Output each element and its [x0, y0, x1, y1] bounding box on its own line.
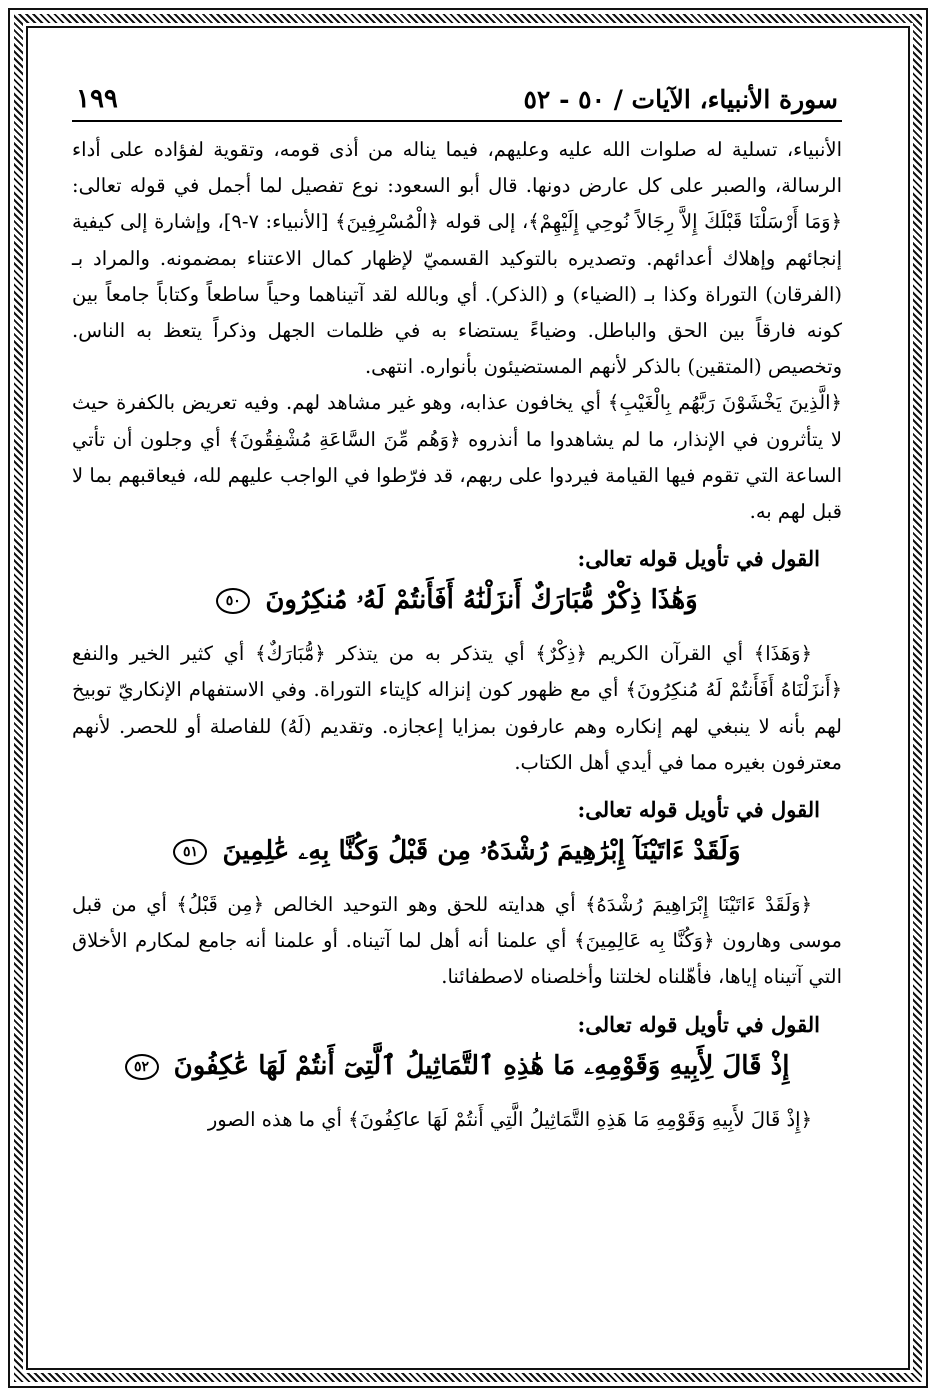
page-number: ١٩٩ — [76, 84, 118, 114]
quran-verse — [72, 831, 842, 871]
verse-text: وَهَٰذَا ذِكْرٌ مُّبَارَكٌ أَنزَلْنَٰهُ أَفَأَنتُمْ لَهُۥ مُنكِرُونَ — [265, 585, 698, 616]
verse-number-badge: ٥٠ — [216, 588, 250, 614]
verse-text: وَلَقَدْ ءَاتَيْنَآ إِبْرَٰهِيمَ رُشْدَهُۥ مِن قَبْلُ وَكُنَّا بِهِۦ عَٰلِمِينَ — [222, 836, 741, 867]
page — [72, 78, 842, 1358]
section-heading: القول في تأويل قوله تعالى: — [577, 1011, 820, 1037]
quran-verse — [72, 580, 842, 620]
commentary: ﴿وَلَقَدْ ءَاتَيْنَا إِبْرَاهِيمَ رُشْدَهُ﴾ أي هدايته للحق وهو التوحيد الخالص ﴿مِن قَبْلُ﴾ أي من قبل موسى وهارون ﴿وَكُنَّا بِه عَالِمِينَ﴾ أي علمنا أنه أهل لما آتيناه. أو علمنا أنه جامع لمكارم الأخلاق التي آتيناه إياها، فأهّلناه لخلتنا وأخلصناه لاصطفائنا. — [72, 893, 842, 989]
section-heading: القول في تأويل قوله تعالى: — [577, 797, 820, 823]
paragraph: الأنبياء، تسلية له صلوات الله عليه وعليهم، فيما يناله من أذى قومه، وتقوية لفؤاده على أداء الرسالة، والصبر على كل عارض دونها. قال أبو السعود: نوع تفصيل لما أجمل في قوله تعالى: ﴿وَمَا أَرْسَلْنَا قَبْلَكَ إِلاَّ رِجَالاً نُوحِي إِلَيْهِمْ﴾، إلى قوله ﴿الْمُسْرِفِينَ﴾ [الأنبياء: ٧-٩]، وإشارة إلى كيفية إنجائهم وإهلاك أعدائهم. وتصديره بالتوكيد القسميّ لإظهار كمال الاعتناء بمضمونه. والمراد بـ (الفرقان) التوراة وكذا بـ (الضياء) و (الذكر). أي وبالله لقد آتيناهما وحياً ساطعاً وكتاباً جامعاً بين كونه فارقاً بين الحق والباطل. وضياءً يستضاء به في ظلمات الجهل وذكراً يتعظ به الناس. وتخصيص (المتقين) بالذكر لأنهم المستضيئون بأنواره. انتهى. — [72, 138, 842, 379]
paragraph: ﴿الَّذِينَ يَخْشَوْنَ رَبَّهُم بِالْغَيْبِ﴾ أي يخافون عذابه، وهو غير مشاهد لهم. وفيه تعريض بالكفرة حيث لا يتأثرون في الإنذار، ما لم يشاهدوا ما أنذروه ﴿وَهُم مِّنَ السَّاعَةِ مُشْفِقُونَ﴾ أي وجلون أن تأتي الساعة التي تقوم فيها القيامة فيردوا على ربهم، قد فرّطوا في الواجب عليهم لله، فيعاقبهم بما لا قبل لهم به. — [72, 391, 842, 524]
quran-verse — [72, 1046, 842, 1086]
running-header — [72, 78, 842, 122]
verse-number-badge: ٥٢ — [125, 1054, 159, 1080]
section-heading: القول في تأويل قوله تعالى: — [577, 546, 820, 572]
page-body — [72, 132, 842, 1138]
verse-text: إِذْ قَالَ لِأَبِيهِ وَقَوْمِهِۦ مَا هَٰذِهِ ٱلتَّمَاثِيلُ ٱلَّتِىٓ أَنتُمْ لَهَا عَٰكِفُونَ — [173, 1050, 790, 1081]
commentary: ﴿وَهَذَا﴾ أي القرآن الكريم ﴿ذِكْرٌ﴾ أي يتذكر به من يتذكر ﴿مُّبَارَكٌ﴾ أي كثير الخير والنفع ﴿أَنزَلْنَاهُ أَفَأَنتُمْ لَهُ مُنكِرُونَ﴾ أي مع ظهور كون إنزاله كإيتاء التوراة. وفي الاستفهام الإنكاريّ توبيخ لهم بأنه لا ينبغي لهم إنكاره وهم عارفون بمزايا إعجازه. وتقديم (لَهُ) للفاصلة أو للحصر. لأنهم معترفون بغيره مما في أيدي أهل الكتاب. — [72, 642, 842, 774]
header-title: سورة الأنبياء، الآيات / ٥٠ - ٥٢ — [523, 85, 838, 114]
commentary: ﴿إِذْ قَالَ لأَبِيهِ وَقَوْمِهِ مَا هَذِهِ التَّمَاثِيلُ الَّتِي أَنتُمْ لَهَا عاكِفُونَ﴾ أي ما هذه الصور — [207, 1107, 812, 1131]
verse-number-badge: ٥١ — [173, 839, 207, 865]
